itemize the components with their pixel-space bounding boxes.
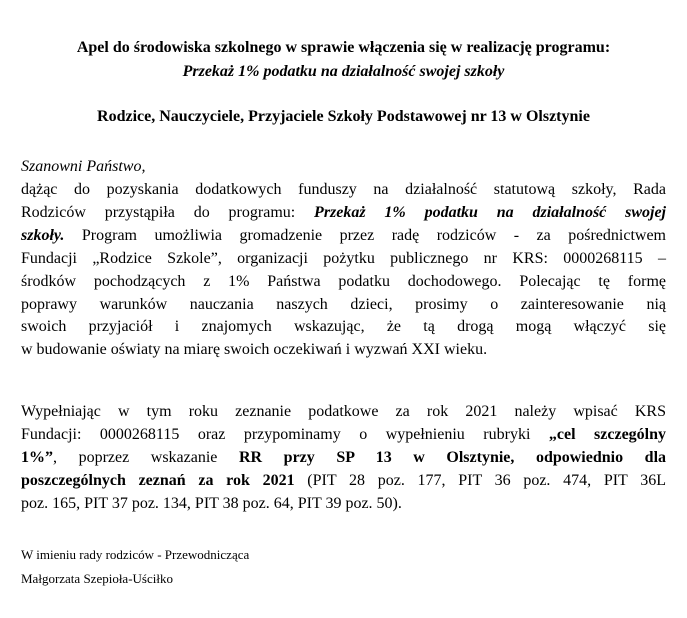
paragraph-line (21, 447, 666, 470)
text-run: , poprzez wskazanie (53, 448, 239, 466)
paragraph-line (21, 202, 666, 225)
program-name-inline-end: szkoły. (21, 226, 65, 244)
recipient-bold-end: poszczególnych zeznań za rok 2021 (21, 471, 295, 489)
paragraph-line (21, 225, 666, 248)
addressee-heading: Rodzice, Nauczyciele, Przyjaciele Szkoły Podstawowej nr 13 w Olsztynie (97, 108, 590, 125)
appeal-paragraph (21, 179, 666, 362)
paragraph-line: poprawy warunków nauczania naszych dzieci, prosimy o zainteresowanie nią (21, 295, 666, 313)
paragraph-line: środków pochodzących z 1% Państwa podatku dochodowego. Polecając tę formę (21, 272, 666, 290)
text-run: Rodziców przystąpiła do programu: (21, 203, 315, 221)
program-name-inline: Przekaż 1% podatku na działalność swojej (314, 203, 667, 221)
field-name-bold-end: 1%” (21, 448, 53, 466)
program-name: Przekaż 1% podatku na działalność swojej szkoły (182, 63, 505, 80)
paragraph-line: poz. 165, PIT 37 poz. 134, PIT 38 poz. 64, PIT 39 poz. 50). (21, 494, 402, 512)
paragraph-line (21, 470, 666, 493)
paragraph-line: dążąc do pozyskania dodatkowych funduszy na działalność statutową szkoły, Rada (21, 181, 666, 198)
paragraph-line: w budowanie oświaty na miarę swoich oczekiwań i wyzwań XXI wieku. (21, 341, 488, 359)
signature-role: W imieniu rady rodziców - Przewodnicząca (21, 547, 250, 562)
appeal-title: Apel do środowiska szkolnego w sprawie włączenia się w realizację programu: (76, 39, 611, 56)
text-run: Program umożliwia gromadzenie przez radę rodziców - za pośrednictwem (64, 226, 666, 244)
signature-name: Małgorzata Szepioła-Uściłko (21, 571, 173, 586)
text-run: Fundacji: 0000268115 oraz przypominamy o wypełnieniu rubryki (21, 425, 549, 443)
text-run: (PIT 28 poz. 177, PIT 36 poz. 474, PIT 36L (294, 471, 667, 489)
paragraph-line (21, 424, 666, 447)
recipient-bold: RR przy SP 13 w Olsztynie, odpowiednio dla (238, 448, 667, 466)
field-name-bold: „cel szczególny (548, 425, 667, 443)
instructions-paragraph (21, 401, 666, 516)
greeting: Szanowni Państwo, (21, 158, 146, 175)
paragraph-line: Fundacji „Rodzice Szkole”, organizacji pożytku publicznego nr KRS: 0000268115 – (21, 249, 666, 267)
paragraph-line: swoich przyjaciół i znajomych wskazując, że tą drogą mogą włączyć się (21, 318, 666, 336)
paragraph-line: Wypełniając w tym roku zeznanie podatkowe za rok 2021 należy wpisać KRS (21, 403, 666, 420)
